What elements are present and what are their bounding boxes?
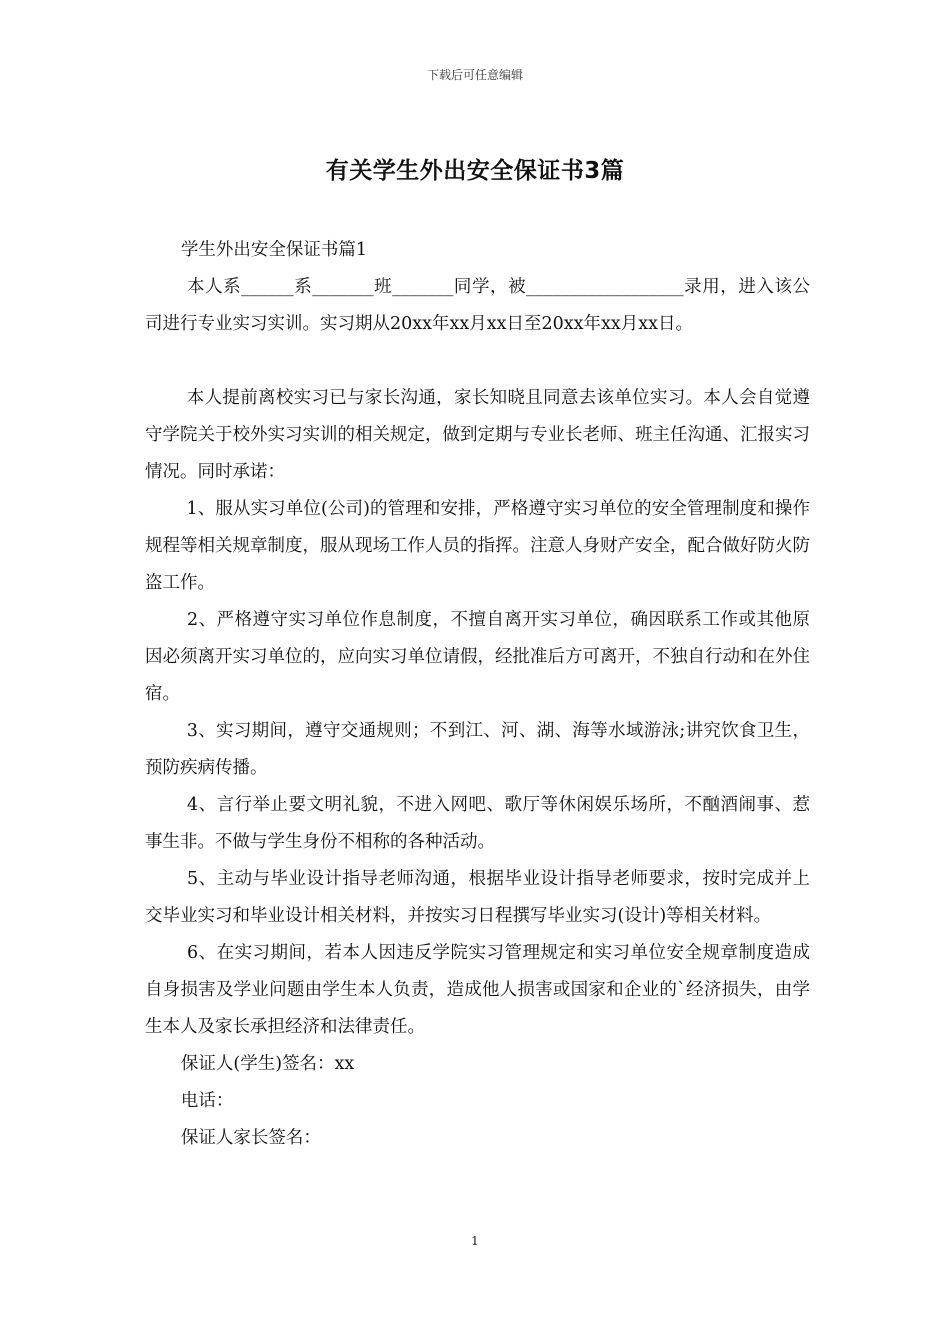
paragraph-spacer: [145, 343, 810, 380]
paragraph-item-3: 3、实习期间，遵守交通规则；不到江、河、湖、海等水域游泳;讲究饮食卫生，预防疾病传播。: [145, 721, 810, 778]
phone-line: 电话：: [180, 1091, 234, 1111]
paragraph-item-6: 6、在实习期间，若本人因违反学院实习管理规定和实习单位安全规章制度造成自身损害及学业问题由学生本人负责，造成他人损害或国家和企业的`经济损失，由学生本人及家长承担经济和法律责任。: [145, 943, 810, 1037]
paragraph-consent: 本人提前离校实习已与家长沟通，家长知晓且同意去该单位实习。本人会自觉遵守学院关于校外实习实训的相关规定，做到定期与专业长老师、班主任沟通、汇报实习情况。同时承诺：: [145, 388, 810, 482]
paragraph-item-1: 1、服从实习单位(公司)的管理和安排，严格遵守实习单位的安全管理制度和操作规程等相关规章制度，服从现场工作人员的指挥。注意人身财产安全，配合做好防火防盗工作。: [145, 499, 810, 593]
paragraph-item-2: 2、严格遵守实习单位作息制度，不擅自离开实习单位，确因联系工作或其他原因必须离开实习单位的，应向实习单位请假，经批准后方可离开，不独自行动和在外住宿。: [145, 610, 810, 704]
document-title: 有关学生外出安全保证书3篇: [325, 158, 625, 184]
paragraph-item-5: 5、主动与毕业设计指导老师沟通，根据毕业设计指导老师要求，按时完成并上交毕业实习和毕业设计相关材料，并按实习日程撰写毕业实习(设计)等相关材料。: [145, 869, 810, 926]
document-body: [145, 232, 810, 1157]
section-heading: 学生外出安全保证书篇1: [180, 240, 368, 260]
header-note: 下载后可任意编辑: [426, 68, 523, 82]
parent-signature-line: 保证人家长签名：: [180, 1128, 321, 1148]
page-number: 1: [471, 1234, 479, 1248]
paragraph-intro: 本人系______系_______班_______同学，被__________________录用，进入该公司进行专业实习实训。实习期从20xx年xx月xx日至20xx年xx月xx日。: [145, 277, 810, 334]
student-signature-line: 保证人(学生)签名：xx: [180, 1054, 355, 1074]
paragraph-item-4: 4、言行举止要文明礼貌，不进入网吧、歌厅等休闲娱乐场所，不酗酒闹事、惹事生非。不做与学生身份不相称的各种活动。: [145, 795, 810, 852]
